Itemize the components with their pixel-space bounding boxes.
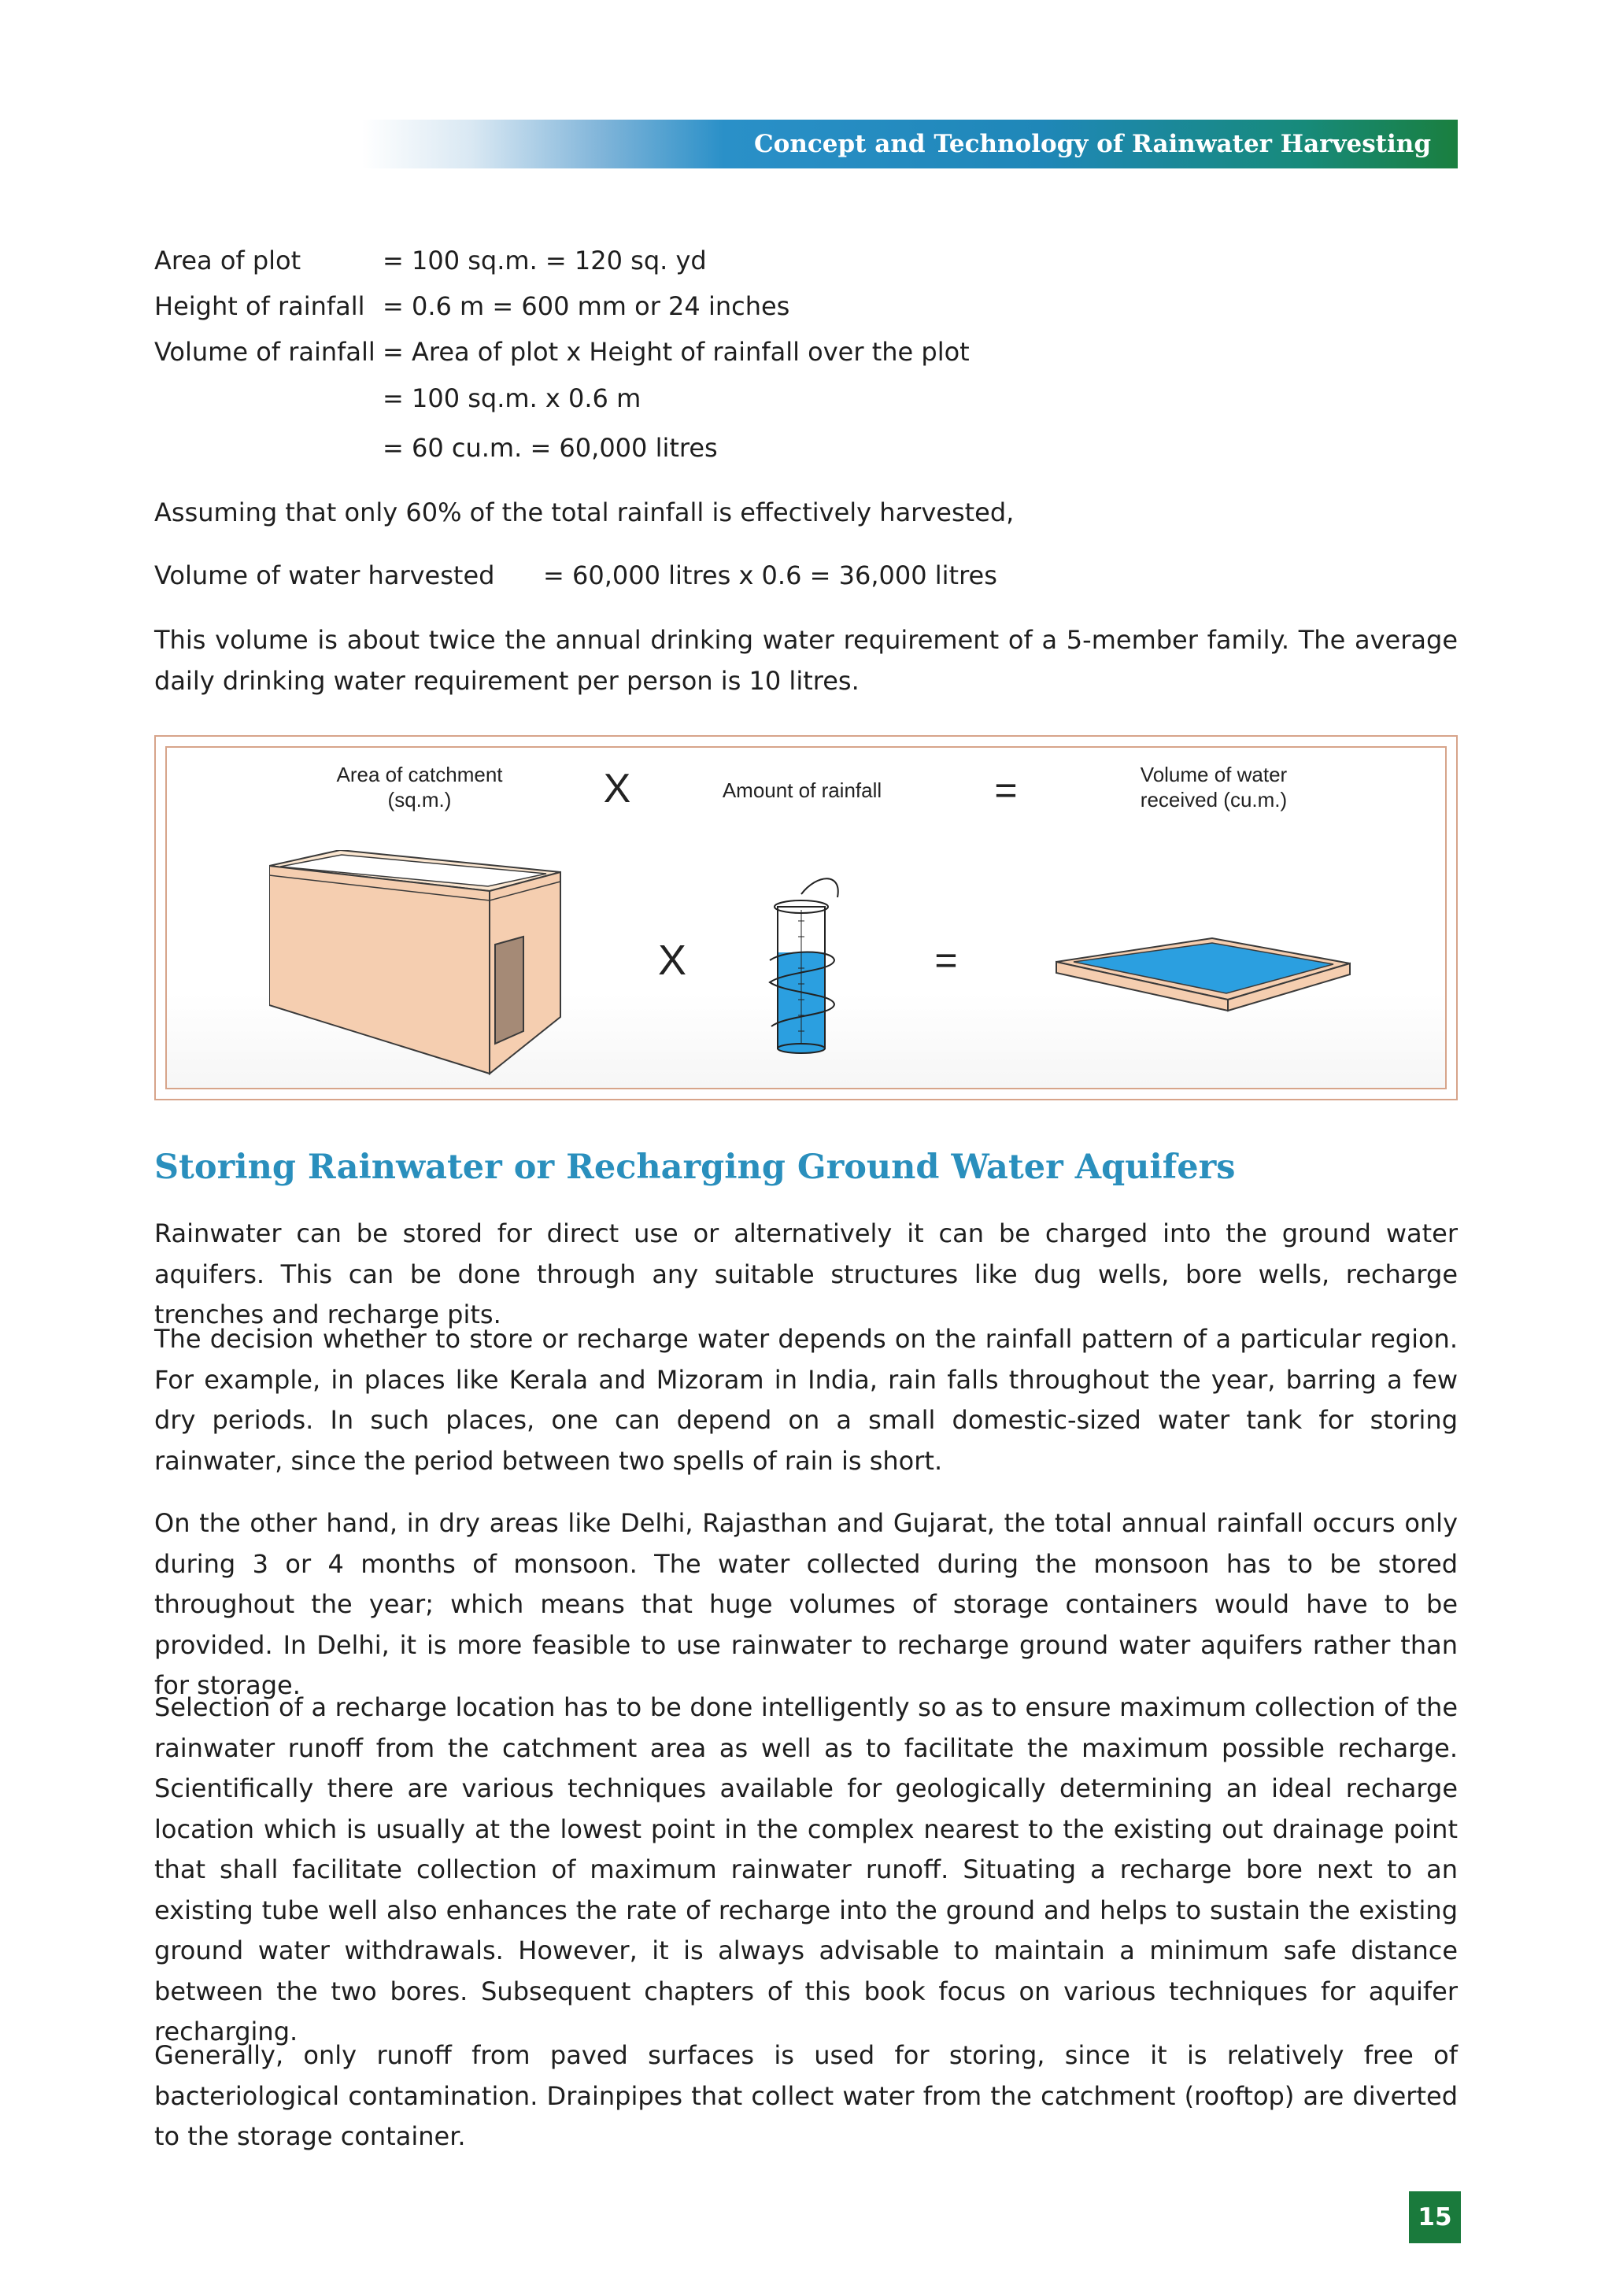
- rain-gauge-icon: [754, 874, 856, 1055]
- catchment-label: [321, 762, 518, 812]
- volume-value: = Area of plot x Height of rainfall over the plot: [383, 337, 970, 367]
- area-label: Area of plot: [154, 246, 301, 275]
- volume-label: Volume of rainfall: [154, 337, 375, 367]
- page-number: 15: [1409, 2191, 1461, 2243]
- catchment-label-line1: Area of catchment: [336, 763, 503, 786]
- harvested-label: Volume of water harvested: [154, 560, 495, 590]
- calc-row-volume-step3: [383, 431, 718, 465]
- paragraph-3: On the other hand, in dry areas like Delhi, Rajasthan and Gujarat, the total annual rainfall occurs only during 3 or 4 months of monsoon. The water collected during the monsoon has to be stored throughout the year; which means that huge volumes of storage containers would have to be provided. In Delhi, it is more feasible to use rainwater to recharge ground water aquifers rather than for storage.: [154, 1508, 1458, 1700]
- calc-row-volume-step2: [383, 381, 641, 416]
- volume-step3: = 60 cu.m. = 60,000 litres: [383, 433, 718, 463]
- harvested-value: = 60,000 litres x 0.6 = 36,000 litres: [543, 560, 997, 590]
- section-heading: Storing Rainwater or Recharging Ground Water Aquifers: [154, 1148, 1236, 1187]
- volume-received-label: [1111, 762, 1316, 812]
- header-banner: [362, 120, 1458, 168]
- rainfall-label: Amount of rainfall: [722, 778, 882, 802]
- equals-symbol: =: [994, 768, 1018, 812]
- volume-received-line2: received (cu.m.): [1140, 788, 1288, 812]
- assumption-text: Assuming that only 60% of the total rainfall is effectively harvested,: [154, 497, 1015, 527]
- paragraph-4: Selection of a recharge location has to be done intelligently so as to ensure maximum collection of the rainwater runoff from the catchment area as well as to facilitate the maximum possible recharge. Scientifically there are various techniques available for geologically determining an ideal recharge location which is usually at the lowest point in the complex nearest to the existing out drainage point that shall facilitate collection of maximum rainwater runoff. Situating a recharge bore next to an existing tube well also enhances the rate of recharge into the ground and helps to sustain the existing ground water withdrawals. However, it is always advisable to maintain a minimum safe distance between the two bores. Subsequent chapters of this book focus on various techniques for aquifer recharging.: [154, 1692, 1458, 2046]
- header-title: Concept and Technology of Rainwater Harvesting: [754, 130, 1431, 158]
- note-paragraph: This volume is about twice the annual drinking water requirement of a 5-member family. The average daily drinking water requirement per person is 10 litres.: [154, 625, 1458, 696]
- catchment-label-line2: (sq.m.): [387, 788, 452, 812]
- height-label: Height of rainfall: [154, 291, 365, 321]
- figure-inner-frame: [165, 746, 1447, 1089]
- times-symbol: X: [603, 766, 631, 812]
- paragraph-2: The decision whether to store or recharge water depends on the rainfall pattern of a particular region. For example, in places like Kerala and Mizoram in India, rain falls throughout the year, barring a few dry periods. In such places, one can depend on a small domestic-sized water tank for storing rainwater, since the period between two spells of rain is short.: [154, 1324, 1458, 1476]
- water-tray-icon: [1055, 937, 1362, 1023]
- times-symbol-2: X: [657, 937, 687, 984]
- paragraph-5: Generally, only runoff from paved surfaces is used for storing, since it is relatively free of bacteriological contamination. Drainpipes that collect water from the catchment (rooftop) are diverted to the storage container.: [154, 2040, 1458, 2151]
- building-icon: [269, 850, 584, 1086]
- volume-step2: = 100 sq.m. x 0.6 m: [383, 383, 641, 413]
- area-value: = 100 sq.m. = 120 sq. yd: [383, 246, 707, 275]
- equals-symbol-2: =: [934, 938, 958, 982]
- height-value: = 0.6 m = 600 mm or 24 inches: [383, 291, 790, 321]
- paragraph-1: Rainwater can be stored for direct use or alternatively it can be charged into the ground water aquifers. This can be done through any suitable structures like dug wells, bore wells, recharge trenches and recharge pits.: [154, 1218, 1458, 1329]
- volume-received-line1: Volume of water: [1140, 763, 1288, 786]
- rainfall-formula-figure: [154, 735, 1458, 1100]
